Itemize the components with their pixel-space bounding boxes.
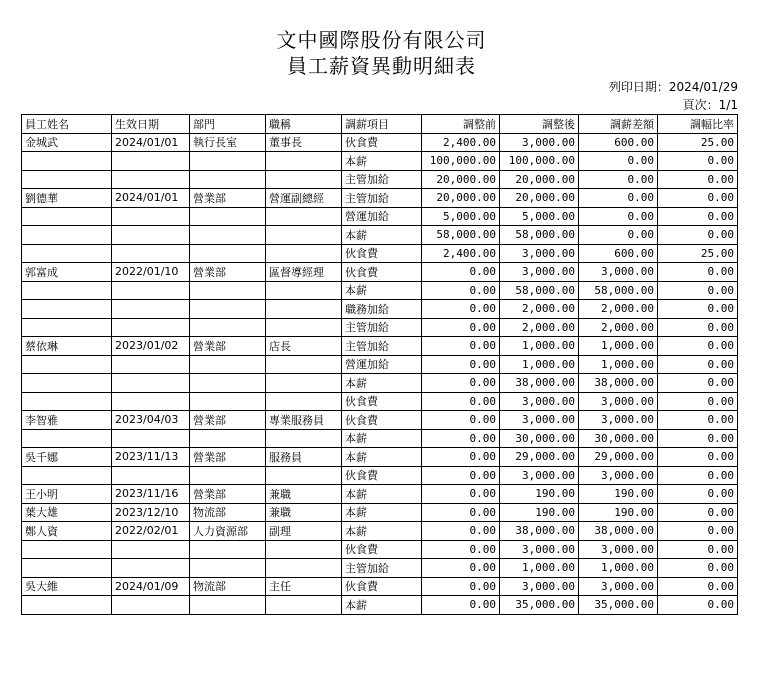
change-ratio-cell: 0.00 [658,263,738,282]
department-cell: 營業部 [190,263,266,282]
amount-after-cell: 35,000.00 [500,596,579,615]
effective-date-cell: 2023/11/16 [112,485,190,504]
effective-date-cell: 2023/04/03 [112,411,190,430]
employee-name-cell [22,596,112,615]
job-title-cell [266,152,342,171]
job-title-cell: 兼職 [266,503,342,522]
amount-after-cell: 190.00 [500,503,579,522]
effective-date-cell [112,318,190,337]
job-title-cell: 區督導經理 [266,263,342,282]
department-cell: 物流部 [190,503,266,522]
effective-date-cell [112,392,190,411]
department-cell: 營業部 [190,411,266,430]
effective-date-cell [112,466,190,485]
amount-before-cell: 0.00 [422,448,500,467]
department-cell: 物流部 [190,577,266,596]
amount-before-cell: 0.00 [422,263,500,282]
salary-item-cell: 職務加給 [342,300,422,319]
change-ratio-cell: 0.00 [658,318,738,337]
employee-name-cell: 葉大雄 [22,503,112,522]
job-title-cell [266,207,342,226]
employee-name-cell [22,300,112,319]
amount-after-cell: 5,000.00 [500,207,579,226]
amount-after-cell: 3,000.00 [500,263,579,282]
change-ratio-cell: 0.00 [658,540,738,559]
col-header: 職稱 [266,115,342,134]
job-title-cell [266,429,342,448]
table-row [22,300,738,319]
amount-before-cell: 0.00 [422,485,500,504]
employee-name-cell [22,244,112,263]
amount-after-cell: 1,000.00 [500,559,579,578]
effective-date-cell [112,596,190,615]
change-ratio-cell: 0.00 [658,392,738,411]
department-cell [190,392,266,411]
table-row [22,133,738,152]
table-row [22,318,738,337]
change-ratio-cell: 0.00 [658,374,738,393]
salary-item-cell: 本薪 [342,152,422,171]
salary-item-cell: 主管加給 [342,170,422,189]
effective-date-cell: 2024/01/09 [112,577,190,596]
amount-diff-cell: 30,000.00 [579,429,658,448]
change-ratio-cell: 0.00 [658,300,738,319]
employee-name-cell [22,170,112,189]
effective-date-cell [112,281,190,300]
effective-date-cell [112,429,190,448]
employee-name-cell [22,374,112,393]
employee-name-cell: 劉德華 [22,189,112,208]
amount-before-cell: 20,000.00 [422,170,500,189]
department-cell [190,540,266,559]
amount-before-cell: 2,400.00 [422,133,500,152]
amount-diff-cell: 1,000.00 [579,559,658,578]
salary-item-cell: 本薪 [342,226,422,245]
job-title-cell [266,170,342,189]
page-info: 頁次：1/1 [682,98,738,112]
table-row [22,503,738,522]
change-ratio-cell: 0.00 [658,226,738,245]
amount-before-cell: 0.00 [422,559,500,578]
col-header: 調整後 [500,115,579,134]
salary-item-cell: 伙食費 [342,577,422,596]
effective-date-cell [112,207,190,226]
employee-name-cell: 金城武 [22,133,112,152]
table-row [22,429,738,448]
job-title-cell [266,466,342,485]
col-header: 生效日期 [112,115,190,134]
department-cell [190,281,266,300]
table-row [22,170,738,189]
amount-before-cell: 0.00 [422,411,500,430]
effective-date-cell [112,374,190,393]
table-row [22,374,738,393]
department-cell [190,318,266,337]
amount-after-cell: 3,000.00 [500,244,579,263]
amount-diff-cell: 1,000.00 [579,337,658,356]
amount-before-cell: 0.00 [422,318,500,337]
amount-before-cell: 0.00 [422,577,500,596]
department-cell [190,300,266,319]
salary-item-cell: 主管加給 [342,337,422,356]
department-cell [190,170,266,189]
salary-item-cell: 營運加給 [342,355,422,374]
amount-diff-cell: 3,000.00 [579,540,658,559]
amount-after-cell: 1,000.00 [500,337,579,356]
amount-after-cell: 3,000.00 [500,540,579,559]
table-row [22,522,738,541]
salary-item-cell: 伙食費 [342,392,422,411]
table-row [22,577,738,596]
amount-after-cell: 1,000.00 [500,355,579,374]
salary-item-cell: 主管加給 [342,318,422,337]
amount-diff-cell: 0.00 [579,189,658,208]
effective-date-cell: 2023/11/13 [112,448,190,467]
effective-date-cell [112,152,190,171]
effective-date-cell [112,540,190,559]
change-ratio-cell: 0.00 [658,448,738,467]
effective-date-cell: 2022/01/10 [112,263,190,282]
amount-diff-cell: 0.00 [579,170,658,189]
employee-name-cell: 蔡依琳 [22,337,112,356]
department-cell: 營業部 [190,485,266,504]
amount-before-cell: 0.00 [422,466,500,485]
col-header: 部門 [190,115,266,134]
employee-name-cell [22,152,112,171]
employee-name-cell [22,466,112,485]
salary-item-cell: 伙食費 [342,263,422,282]
change-ratio-cell: 25.00 [658,244,738,263]
col-header: 調整前 [422,115,500,134]
amount-before-cell: 58,000.00 [422,226,500,245]
amount-after-cell: 3,000.00 [500,577,579,596]
effective-date-cell [112,300,190,319]
change-ratio-cell: 0.00 [658,577,738,596]
effective-date-cell: 2023/12/10 [112,503,190,522]
employee-name-cell: 吳大維 [22,577,112,596]
salary-item-cell: 主管加給 [342,189,422,208]
report-title: 員工薪資異動明細表 [287,54,476,78]
company-name: 文中國際股份有限公司 [276,28,487,52]
col-header: 員工姓名 [22,115,112,134]
table-row [22,189,738,208]
job-title-cell [266,559,342,578]
amount-before-cell: 0.00 [422,392,500,411]
salary-item-cell: 本薪 [342,429,422,448]
job-title-cell: 主任 [266,577,342,596]
amount-after-cell: 3,000.00 [500,392,579,411]
job-title-cell: 服務員 [266,448,342,467]
col-header: 調幅比率 [658,115,738,134]
change-ratio-cell: 0.00 [658,522,738,541]
employee-name-cell [22,226,112,245]
effective-date-cell: 2024/01/01 [112,133,190,152]
amount-before-cell: 100,000.00 [422,152,500,171]
department-cell: 營業部 [190,189,266,208]
amount-after-cell: 3,000.00 [500,133,579,152]
change-ratio-cell: 0.00 [658,170,738,189]
department-cell [190,226,266,245]
table-row [22,244,738,263]
department-cell [190,355,266,374]
department-cell [190,152,266,171]
amount-diff-cell: 29,000.00 [579,448,658,467]
table-row [22,355,738,374]
salary-item-cell: 營運加給 [342,207,422,226]
amount-after-cell: 29,000.00 [500,448,579,467]
department-cell [190,244,266,263]
amount-diff-cell: 0.00 [579,152,658,171]
employee-name-cell: 王小明 [22,485,112,504]
job-title-cell [266,318,342,337]
change-ratio-cell: 0.00 [658,355,738,374]
table-row [22,466,738,485]
amount-diff-cell: 1,000.00 [579,355,658,374]
job-title-cell [266,226,342,245]
amount-before-cell: 0.00 [422,337,500,356]
job-title-cell: 店長 [266,337,342,356]
amount-diff-cell: 600.00 [579,133,658,152]
table-row [22,411,738,430]
amount-before-cell: 20,000.00 [422,189,500,208]
salary-item-cell: 本薪 [342,374,422,393]
change-ratio-cell: 0.00 [658,596,738,615]
salary-item-cell: 本薪 [342,448,422,467]
table-row [22,337,738,356]
effective-date-cell: 2023/01/02 [112,337,190,356]
amount-after-cell: 38,000.00 [500,522,579,541]
salary-item-cell: 本薪 [342,522,422,541]
department-cell [190,207,266,226]
salary-item-cell: 本薪 [342,281,422,300]
job-title-cell: 兼職 [266,485,342,504]
amount-after-cell: 30,000.00 [500,429,579,448]
table-row [22,281,738,300]
salary-item-cell: 伙食費 [342,411,422,430]
job-title-cell: 營運副總經 [266,189,342,208]
job-title-cell: 董事長 [266,133,342,152]
department-cell [190,596,266,615]
department-cell [190,559,266,578]
change-ratio-cell: 0.00 [658,429,738,448]
change-ratio-cell: 0.00 [658,411,738,430]
job-title-cell [266,300,342,319]
amount-diff-cell: 3,000.00 [579,392,658,411]
salary-item-cell: 伙食費 [342,540,422,559]
change-ratio-cell: 0.00 [658,281,738,300]
table-row [22,559,738,578]
job-title-cell [266,392,342,411]
employee-name-cell: 李智雅 [22,411,112,430]
employee-name-cell [22,540,112,559]
amount-after-cell: 20,000.00 [500,189,579,208]
change-ratio-cell: 0.00 [658,337,738,356]
employee-name-cell [22,207,112,226]
effective-date-cell: 2024/01/01 [112,189,190,208]
table-row [22,263,738,282]
amount-after-cell: 20,000.00 [500,170,579,189]
department-cell: 營業部 [190,337,266,356]
salary-item-cell: 主管加給 [342,559,422,578]
amount-after-cell: 3,000.00 [500,466,579,485]
amount-after-cell: 58,000.00 [500,226,579,245]
amount-after-cell: 190.00 [500,485,579,504]
effective-date-cell [112,170,190,189]
job-title-cell [266,244,342,263]
change-ratio-cell: 0.00 [658,189,738,208]
change-ratio-cell: 0.00 [658,152,738,171]
salary-item-cell: 伙食費 [342,133,422,152]
col-header: 調薪差額 [579,115,658,134]
department-cell [190,374,266,393]
amount-before-cell: 0.00 [422,522,500,541]
print-date: 列印日期：2024/01/29 [608,80,738,94]
amount-diff-cell: 3,000.00 [579,263,658,282]
change-ratio-cell: 25.00 [658,133,738,152]
job-title-cell [266,374,342,393]
table-row [22,207,738,226]
amount-after-cell: 3,000.00 [500,411,579,430]
salary-item-cell: 本薪 [342,503,422,522]
job-title-cell [266,540,342,559]
employee-name-cell [22,355,112,374]
job-title-cell: 專業服務員 [266,411,342,430]
amount-diff-cell: 0.00 [579,207,658,226]
salary-item-cell: 伙食費 [342,244,422,263]
employee-name-cell [22,392,112,411]
change-ratio-cell: 0.00 [658,503,738,522]
amount-diff-cell: 190.00 [579,503,658,522]
amount-after-cell: 38,000.00 [500,374,579,393]
effective-date-cell: 2022/02/01 [112,522,190,541]
department-cell: 人力資源部 [190,522,266,541]
change-ratio-cell: 0.00 [658,466,738,485]
effective-date-cell [112,226,190,245]
employee-name-cell: 鄭人資 [22,522,112,541]
amount-before-cell: 0.00 [422,503,500,522]
effective-date-cell [112,244,190,263]
change-ratio-cell: 0.00 [658,559,738,578]
amount-diff-cell: 0.00 [579,226,658,245]
amount-diff-cell: 38,000.00 [579,374,658,393]
amount-after-cell: 2,000.00 [500,300,579,319]
amount-diff-cell: 3,000.00 [579,466,658,485]
change-ratio-cell: 0.00 [658,485,738,504]
amount-diff-cell: 2,000.00 [579,318,658,337]
col-header: 調薪項目 [342,115,422,134]
table-row [22,152,738,171]
salary-change-table [21,114,738,615]
amount-after-cell: 100,000.00 [500,152,579,171]
employee-name-cell [22,281,112,300]
amount-diff-cell: 38,000.00 [579,522,658,541]
amount-diff-cell: 3,000.00 [579,411,658,430]
amount-diff-cell: 190.00 [579,485,658,504]
amount-before-cell: 0.00 [422,355,500,374]
employee-name-cell [22,559,112,578]
amount-after-cell: 58,000.00 [500,281,579,300]
table-row [22,540,738,559]
amount-before-cell: 0.00 [422,281,500,300]
amount-before-cell: 0.00 [422,540,500,559]
amount-before-cell: 0.00 [422,300,500,319]
department-cell [190,466,266,485]
effective-date-cell [112,559,190,578]
department-cell: 營業部 [190,448,266,467]
amount-after-cell: 2,000.00 [500,318,579,337]
effective-date-cell [112,355,190,374]
salary-item-cell: 本薪 [342,596,422,615]
amount-diff-cell: 3,000.00 [579,577,658,596]
table-header-row [22,115,738,134]
job-title-cell: 副理 [266,522,342,541]
amount-before-cell: 5,000.00 [422,207,500,226]
job-title-cell [266,281,342,300]
job-title-cell [266,596,342,615]
amount-diff-cell: 35,000.00 [579,596,658,615]
table-row [22,226,738,245]
amount-diff-cell: 58,000.00 [579,281,658,300]
amount-before-cell: 0.00 [422,596,500,615]
table-row [22,596,738,615]
change-ratio-cell: 0.00 [658,207,738,226]
table-body [22,133,738,614]
table-row [22,392,738,411]
employee-name-cell [22,429,112,448]
department-cell: 執行長室 [190,133,266,152]
employee-name-cell [22,318,112,337]
salary-item-cell: 本薪 [342,485,422,504]
salary-item-cell: 伙食費 [342,466,422,485]
amount-diff-cell: 600.00 [579,244,658,263]
table-row [22,448,738,467]
department-cell [190,429,266,448]
employee-name-cell: 郭富成 [22,263,112,282]
table-row [22,485,738,504]
employee-name-cell: 吳千娜 [22,448,112,467]
amount-diff-cell: 2,000.00 [579,300,658,319]
job-title-cell [266,355,342,374]
amount-before-cell: 0.00 [422,429,500,448]
amount-before-cell: 0.00 [422,374,500,393]
amount-before-cell: 2,400.00 [422,244,500,263]
